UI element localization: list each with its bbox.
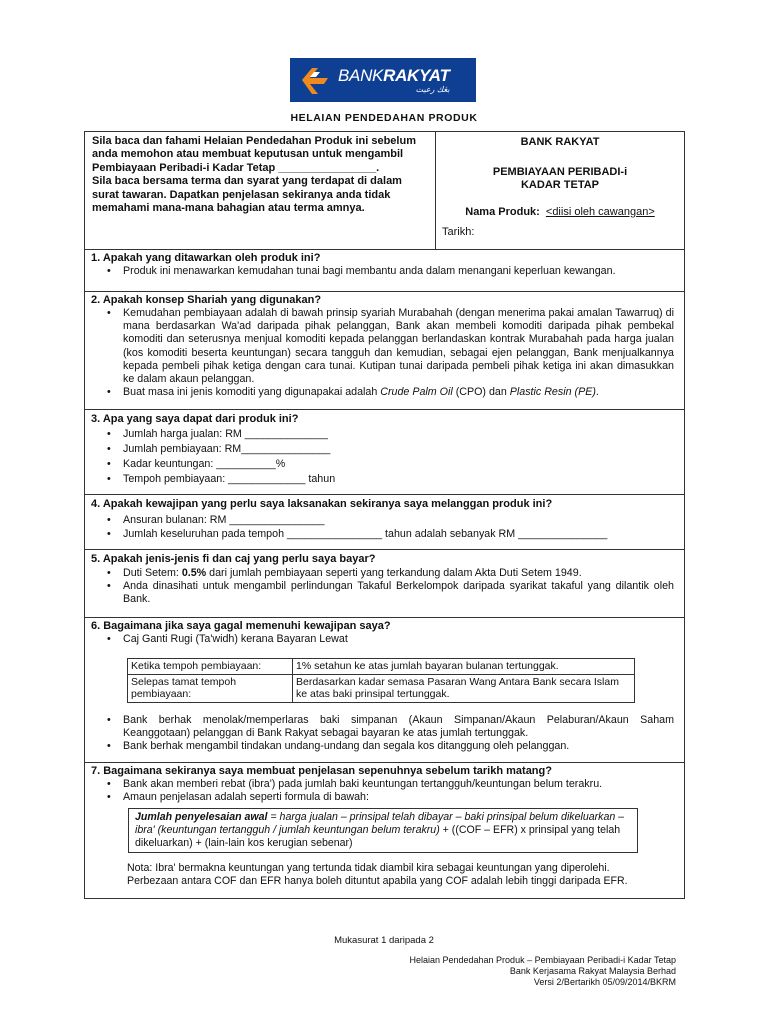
section-1 — [85, 250, 684, 292]
section-5-title: 5. Apakah jenis-jenis fi dan caj yang perlu saya bayar? — [91, 553, 376, 565]
nama-produk-label: Nama Produk: — [465, 206, 540, 218]
list-item: • Amaun penjelasan adalah seperti formula di bawah: — [105, 791, 674, 804]
note-line: Nota: Ibra' bermakna keuntungan yang tertunda tidak diambil kira sebagai keuntungan yang diperolehi. — [127, 862, 610, 874]
bank-rakyat-logo — [290, 58, 476, 102]
section-2-title: 2. Apakah konsep Shariah yang digunakan? — [91, 294, 322, 306]
page-heading: HELAIAN PENDEDAHAN PRODUK — [290, 112, 478, 124]
table-cell: Ketika tempoh pembiayaan: — [128, 659, 293, 675]
formula-note — [127, 862, 667, 888]
list-item: • Anda dinasihati untuk mengambil perlindungan Takaful Berkelompok daripada syarikat takaful yang dilantik oleh Bank. — [105, 580, 674, 606]
bank-name: BANK RAKYAT — [520, 136, 600, 148]
table-row — [128, 674, 635, 702]
intro-line: memahami mana-mana bahagian atau terma amnya. — [92, 202, 365, 215]
document-footer — [409, 955, 676, 988]
list-item: • Kadar keuntungan: __________% — [105, 457, 674, 472]
list-item: • Ansuran bulanan: RM ________________ — [105, 513, 674, 527]
list-item: • Bank akan memberi rebat (ibra') pada jumlah baki keuntungan tertangguh/keuntungan belum terakru. — [105, 778, 674, 791]
logo-bank: BANK — [338, 65, 384, 85]
section-2 — [85, 292, 684, 410]
list-item: • Jumlah keseluruhan pada tempoh ________________ tahun adalah sebanyak RM _______________ — [105, 527, 674, 541]
tarikh-label: Tarikh: — [442, 226, 475, 238]
footer-line: Versi 2/Bertarikh 05/09/2014/BKRM — [533, 977, 676, 987]
intro-section — [85, 132, 684, 250]
logo-rakyat: RAKYAT — [383, 65, 450, 85]
list-item: • Kemudahan pembiayaan adalah di bawah prinsip syariah Murabahah (dengan menerima pakai amalan Tawarruq) di mana berdasarkan Wa'ad daripada pihak pelanggan, Bank akan membeli komoditi daripada pihak pembekal komoditi dan seterusnya menjual komoditi kepada pelanggan berlandaskan kontrak Murabahah pada harga jualan (kos komoditi beserta keuntungan) secara tangguh dan kemudian, sebagai ejen pelanggan, Bank menjualkannya kepada pembeli pihak ketiga dengan cara tunai. Kutipan tunai daripada pembeli pihak ketiga ini akan dimasukkan ke dalam akaun pelanggan. — [105, 307, 674, 386]
note-line: Perbezaan antara COF dan EFR hanya boleh dituntut apabila yang COF adalah lebih tinggi daripada EFR. — [127, 875, 628, 887]
list-item: • Jumlah harga jualan: RM ______________ — [105, 427, 674, 442]
logo-jawi: بڠك رعيت — [415, 84, 450, 94]
table-cell: 1% setahun ke atas jumlah bayaran bulanan tertunggak. — [293, 659, 635, 675]
section-6-title: 6. Bagaimana jika saya gagal memenuhi kewajipan saya? — [91, 620, 391, 632]
section-7-title: 7. Bagaimana sekiranya saya membuat penjelasan sepenuhnya sebelum tarikh matang? — [91, 765, 552, 777]
list-item: • Jumlah pembiayaan: RM_______________ — [105, 442, 674, 457]
list-item: • Caj Ganti Rugi (Ta'widh) kerana Bayaran Lewat — [105, 633, 674, 646]
section-5 — [85, 550, 684, 618]
list-item: • Duti Setem: 0.5% dari jumlah pembiayaan seperti yang terkandung dalam Akta Duti Setem 1949. — [105, 567, 674, 580]
list-item: • Tempoh pembiayaan: _____________ tahun — [105, 472, 674, 487]
section-3 — [85, 410, 684, 495]
late-charge-table — [127, 658, 635, 703]
intro-line: Pembiayaan Peribadi-i Kadar Tetap ________________. — [92, 161, 380, 174]
list-item: • Produk ini menawarkan kemudahan tunai bagi membantu anda dalam menangani keperluan kewangan. — [105, 265, 674, 278]
logo-wordmark — [338, 67, 450, 94]
early-settlement-formula — [128, 808, 638, 853]
list-item: • Buat masa ini jenis komoditi yang digunapakai adalah Crude Palm Oil (CPO) dan Plastic Resin (PE). — [105, 386, 674, 399]
intro-line: surat tawaran. Dapatkan penjelasan sekiranya anda tidak — [92, 188, 391, 201]
intro-line: anda memohon atau membuat keputusan untuk mengambil — [92, 148, 404, 161]
product-info — [436, 132, 684, 250]
footer-line: Helaian Pendedahan Produk – Pembiayaan Peribadi-i Kadar Tetap — [409, 955, 676, 965]
table-row — [128, 659, 635, 675]
section-4-title: 4. Apakah kewajipan yang perlu saya laksanakan sekiranya saya melanggan produk ini? — [91, 498, 553, 510]
section-7 — [85, 763, 684, 900]
table-cell: Berdasarkan kadar semasa Pasaran Wang Antara Bank secara Islam ke atas baki prinsipal tertunggak. — [293, 674, 635, 702]
intro-line: Sila baca bersama terma dan syarat yang terdapat di dalam — [92, 175, 402, 188]
list-item: • Bank berhak menolak/memperlaras baki simpanan (Akaun Simpanan/Akaun Pelaburan/Akaun Saham Keanggotaan) pelanggan di Bank Rakyat sebagai bayaran ke atas jumlah tertunggak. — [105, 714, 674, 740]
table-cell: Selepas tamat tempoh pembiayaan: — [128, 674, 293, 702]
page-number: Mukasurat 1 daripada 2 — [334, 935, 434, 946]
bank-rakyat-emblem-icon — [298, 63, 332, 97]
disclosure-frame — [84, 131, 685, 899]
footer-line: Bank Kerjasama Rakyat Malaysia Berhad — [509, 966, 676, 976]
intro-line: Sila baca dan fahami Helaian Pendedahan Produk ini sebelum — [92, 135, 416, 147]
formula-label: Jumlah penyelesaian awal — [135, 811, 268, 823]
formula-part-2: + ((COF – EFR) x prinsipal yang telah dikeluarkan) + (lain-lain kos kerugian sebenar) — [135, 824, 621, 849]
product-name-line1: PEMBIAYAAN PERIBADI-i — [492, 166, 628, 178]
nama-produk-value: <diisi oleh cawangan> — [545, 206, 655, 218]
section-6 — [85, 618, 684, 763]
list-item: • Bank berhak mengambil tindakan undang-undang dan segala kos ditanggung oleh pelanggan. — [105, 740, 674, 753]
section-3-title: 3. Apa yang saya dapat dari produk ini? — [91, 413, 299, 425]
product-name-line2: KADAR TETAP — [520, 179, 599, 191]
section-1-title: 1. Apakah yang ditawarkan oleh produk ini? — [91, 252, 321, 264]
formula-part-1: = harga jualan – prinsipal telah dibayar – baki prinsipal belum dikeluarkan – ibra' (keuntungan tertangguh / jumlah keuntungan belum terakru) — [135, 811, 625, 836]
intro-text — [92, 135, 437, 215]
section-4 — [85, 495, 684, 550]
